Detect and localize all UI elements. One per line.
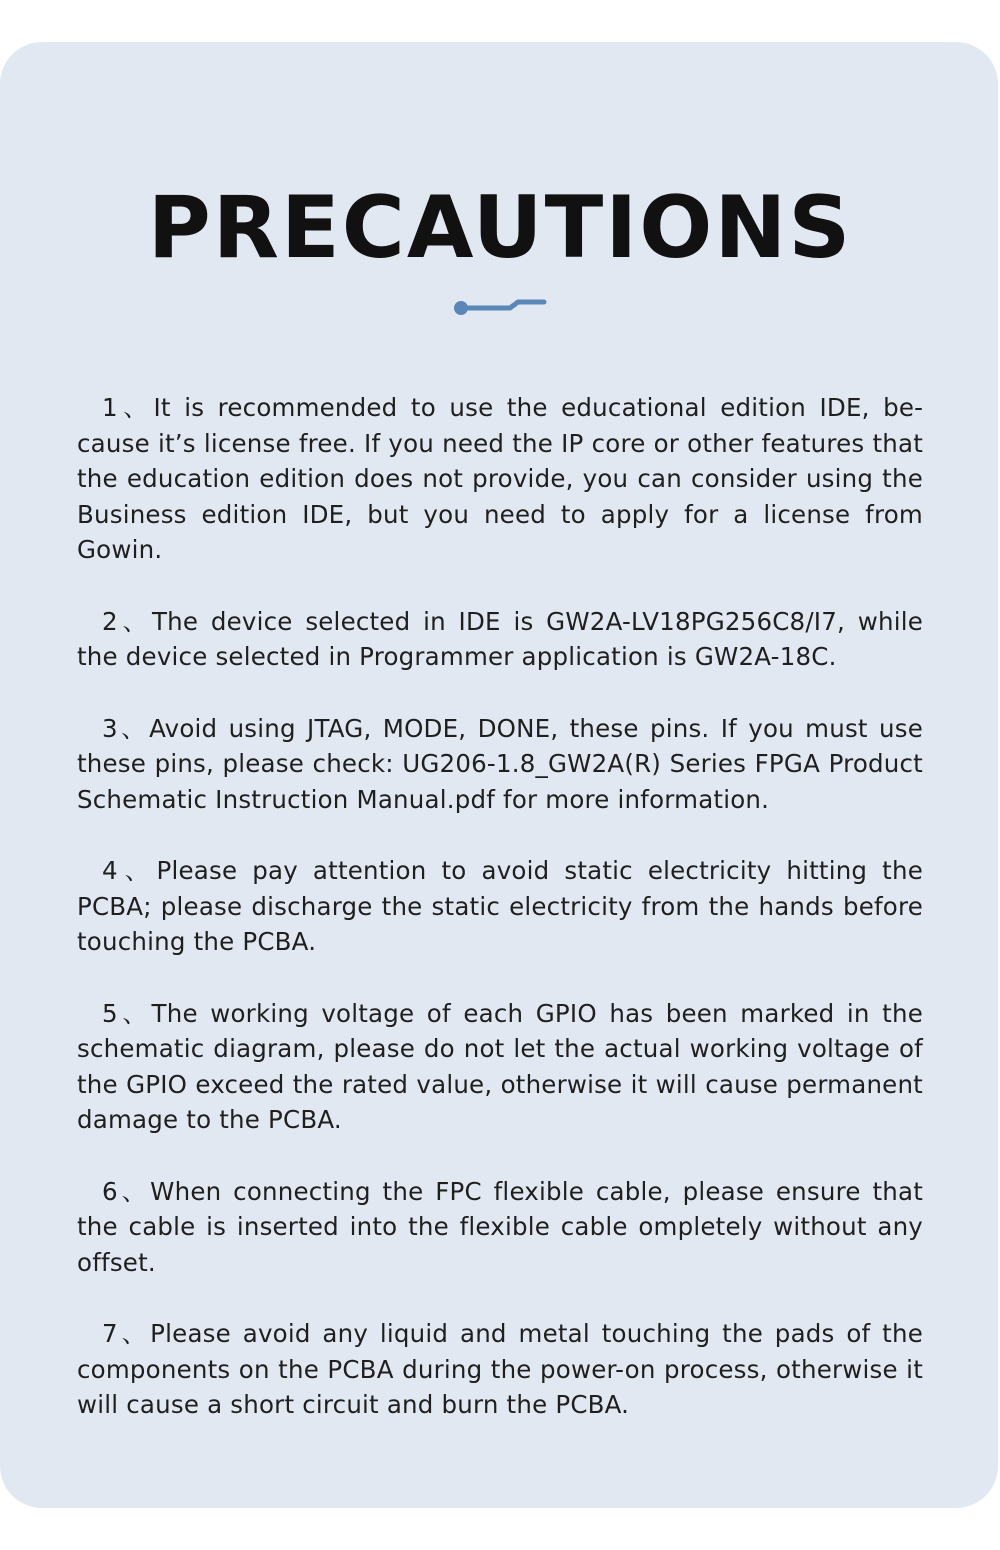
page-title: PRECAUTIONS (147, 178, 853, 278)
precaution-item-7: 7、Please avoid any liquid and metal touching the pads of the components on the PCBA during the power-on process, otherwise it will cause a short circuit and burn the PCBA. (77, 1319, 923, 1419)
precaution-item-2: 2、The device selected in IDE is GW2A-LV18PG256C8/I7, while the device selected in Programmer application is GW2A-18C. (77, 606, 923, 671)
precaution-item-5: 5、The working voltage of each GPIO has been marked in the schematic diagram, please do not let the actual working voltage of the GPIO exceed the rated value, otherwise it will cause permanent damage to the PCBA. (77, 998, 923, 1134)
precaution-item-6: 6、When connecting the FPC flexible cable, please ensure that the cable is inserted into the flexible cable ompletely without any offset. (77, 1176, 923, 1277)
precaution-item-4: 4、Please pay attention to avoid static electricity hitting the PCBA; please discharge the static electricity from the hands before touching the PCBA. (77, 856, 923, 956)
precaution-item-1: 1、It is recommended to use the educational edition IDE, because it’s license free. If you need the IP core or other features that the education edition does not provide, you can consider using the Business edition IDE, but you need to apply for a license from Gowin. (77, 393, 923, 564)
precaution-item-3: 3、Avoid using JTAG, MODE, DONE, these pins. If you must use these pins, please check: UG206-1.8_GW2A(R) Series FPGA Product Schematic Instruction Manual.pdf for more information. (77, 713, 923, 814)
title-divider-ornament (452, 296, 548, 316)
divider-line (461, 302, 544, 308)
precautions-list (77, 390, 923, 1423)
